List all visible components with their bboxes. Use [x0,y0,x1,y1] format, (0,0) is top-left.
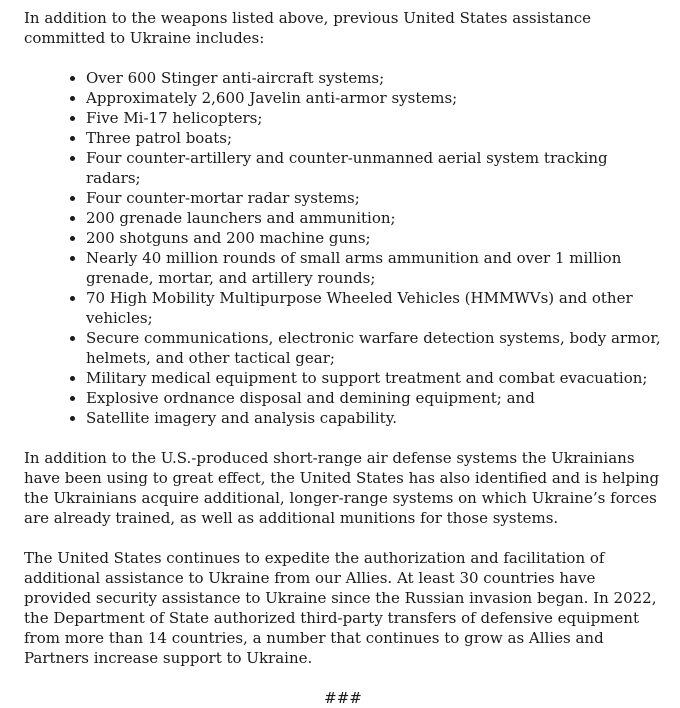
list-item: • Nearly 40 million rounds of small arms ammunition and over 1 million grenade, mortar, and artillery rounds; [86,248,662,288]
list-item: • Approximately 2,600 Javelin anti-armor systems; [86,88,662,108]
intro-paragraph: In addition to the weapons listed above, previous United States assistance committed to Ukraine includes: [24,9,592,47]
list-item: • 70 High Mobility Multipurpose Wheeled Vehicles (HMMWVs) and other vehicles; [86,288,662,328]
list-item: • 200 shotguns and 200 machine guns; [86,228,662,248]
allies-paragraph: The United States continues to expedite the authorization and facilitation of additional assistance to Ukraine from our Allies. At least 30 countries have provided security assistance to Ukraine since the Russian invasion began. In 2022, the Department of State authorized third-party transfers of defensive equipment from more than 14 countries, a number that continues to grow as Allies and Partners increase support to Ukraine. [24,549,657,667]
list-item: • Three patrol boats; [86,128,662,148]
assistance-list [24,68,662,428]
list-item: • Secure communications, electronic warfare detection systems, body armor, helmets, and other tactical gear; [86,328,662,368]
list-item: • Over 600 Stinger anti-aircraft systems; [86,68,662,88]
list-item: • 200 grenade launchers and ammunition; [86,208,662,228]
list-item: • Satellite imagery and analysis capability. [86,408,662,428]
list-item: • Five Mi-17 helicopters; [86,108,662,128]
list-item: • Explosive ordnance disposal and demining equipment; and [86,388,662,408]
air-defense-paragraph: In addition to the U.S.-produced short-range air defense systems the Ukrainians have been using to great effect, the United States has also identified and is helping the Ukrainians acquire additional, longer-range systems on which Ukraine’s forces are already trained, as well as additional munitions for those systems. [24,449,660,527]
list-item: • Military medical equipment to support treatment and combat evacuation; [86,368,662,388]
list-item: • Four counter-mortar radar systems; [86,188,662,208]
end-of-release-mark: ### [324,689,362,707]
list-item: • Four counter-artillery and counter-unmanned aerial system tracking radars; [86,148,662,188]
